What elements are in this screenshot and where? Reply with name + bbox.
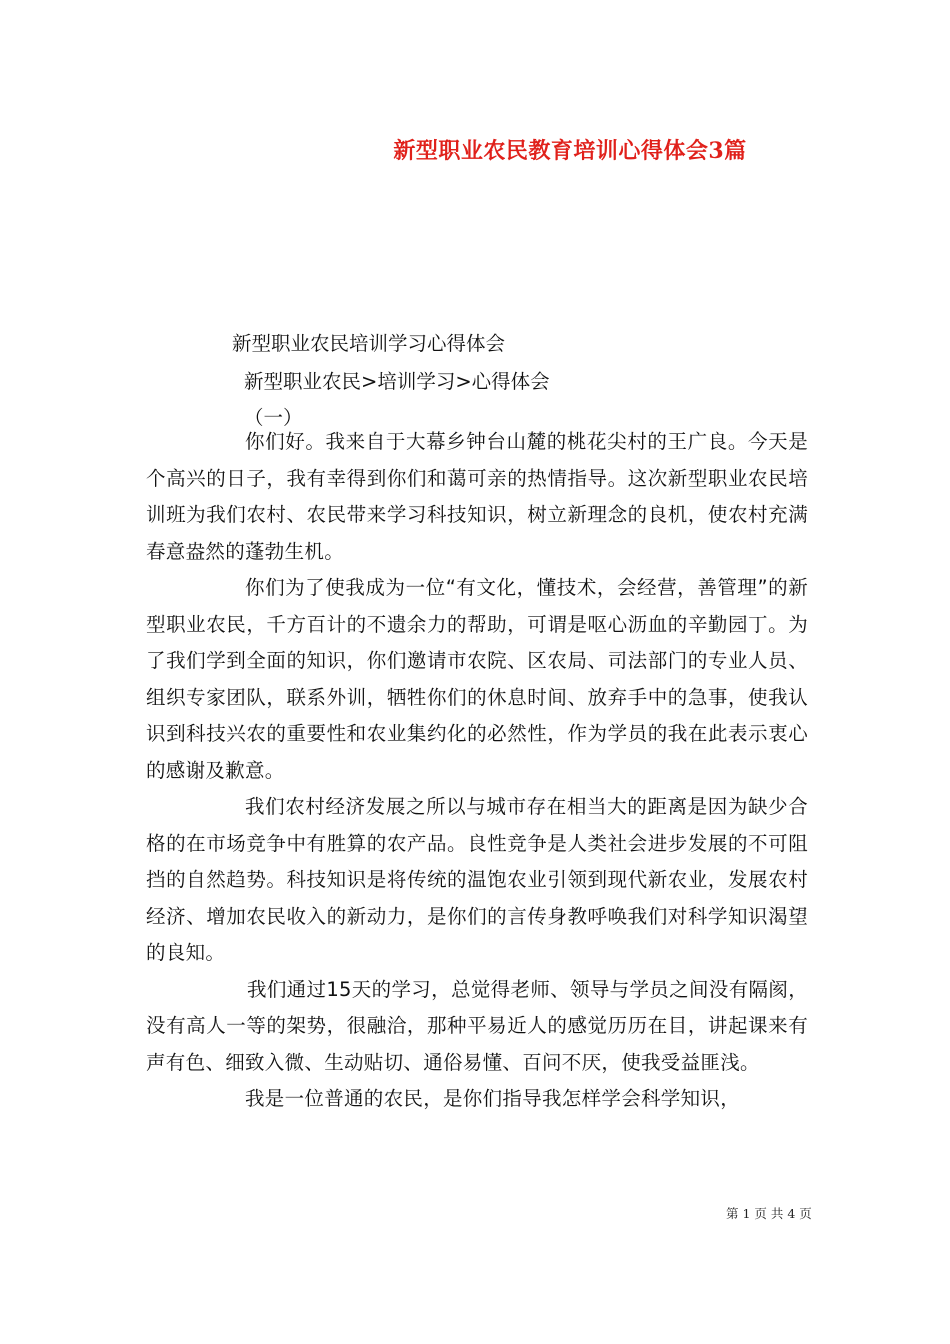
document-title: 新型职业农民教育培训心得体会3篇 <box>393 138 747 164</box>
paragraph: 你们好。我来自于大幕乡钟台山麓的桃花尖村的王广良。今天是个高兴的日子，我有幸得到你们和蔼可亲的热情指导。这次新型职业农民培训班为我们农村、农民带来学习科技知识，树立新理念的良机，使农村充满春意盎然的蓬勃生机。 <box>146 430 808 563</box>
section-label: （一） <box>244 406 303 429</box>
paragraph: 我是一位普通的农民，是你们指导我怎样学会科学知识， <box>245 1087 741 1110</box>
body-text <box>146 424 808 1118</box>
paragraph: 我们农村经济发展之所以与城市存在相当大的距离是因为缺少合格的在市场竞争中有胜算的农产品。良性竞争是人类社会进步发展的不可阻挡的自然趋势。科技知识是将传统的温饱农业引领到现代新农业，发展农村经济、增加农民收入的新动力，是你们的言传身教呼唤我们对科学知识渴望的良知。 <box>146 795 808 964</box>
breadcrumb: 新型职业农民>培训学习>心得体会 <box>244 370 550 393</box>
page-footer: 第 1 页 共 4 页 <box>726 1206 812 1221</box>
subtitle: 新型职业农民培训学习心得体会 <box>232 332 506 355</box>
paragraph: 我们通过15天的学习，总觉得老师、领导与学员之间没有隔阂，没有高人一等的架势，很融洽，那种平易近人的感觉历历在目，讲起课来有声有色、细致入微、生动贴切、通俗易懂、百问不厌，使我受益匪浅。 <box>146 977 808 1074</box>
paragraph: 你们为了使我成为一位“有文化，懂技术，会经营，善管理”的新型职业农民，千方百计的不遗余力的帮助，可谓是呕心沥血的辛勤园丁。为了我们学到全面的知识，你们邀请市农院、区农局、司法部门的专业人员、组织专家团队，联系外训，牺牲你们的休息时间、放弃手中的急事，使我认识到科技兴农的重要性和农业集约化的必然性，作为学员的我在此表示衷心的感谢及歉意。 <box>146 576 808 782</box>
